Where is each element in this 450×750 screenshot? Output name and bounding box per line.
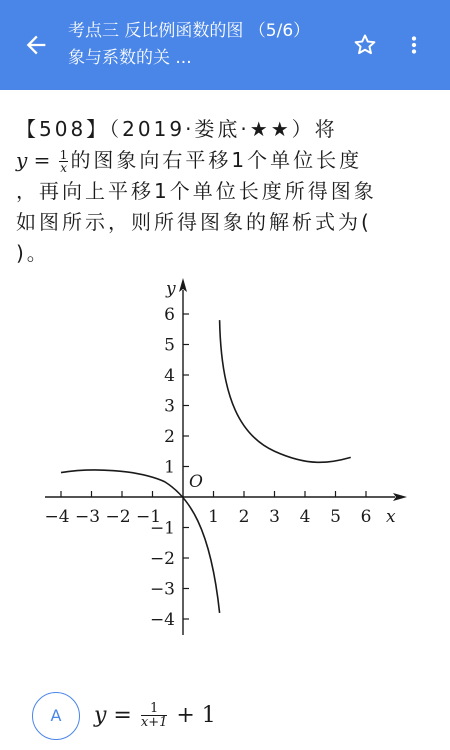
- x-tick-label: 2: [238, 507, 250, 527]
- option-a-letter: A: [32, 692, 80, 740]
- fraction-1-over-x: [59, 149, 69, 175]
- y-tick-label: 4: [164, 366, 175, 386]
- option-a-eq: =: [106, 703, 139, 728]
- hyperbola-right-branch: [220, 320, 351, 462]
- origin-label: O: [189, 472, 203, 492]
- x-axis-label: x: [386, 507, 396, 527]
- fraction-numerator: 1: [59, 147, 68, 162]
- x-tick-label: 4: [299, 507, 311, 527]
- y-tick-label: −4: [149, 610, 175, 630]
- x-tick-label: −1: [135, 507, 162, 527]
- option-a-fraction: [141, 703, 168, 729]
- function-graph: [0, 270, 450, 650]
- question-line-5: )。: [16, 241, 50, 265]
- equals-sign: =: [27, 148, 57, 172]
- question-line-4: 如图所示，则所得图象的解析式为(: [16, 210, 372, 234]
- y-axis-arrow: [179, 278, 187, 292]
- question-line-3: ，再向上平移1个单位长度所得图象: [16, 179, 377, 203]
- graph-axes: [45, 278, 407, 635]
- y-tick-label: 1: [164, 457, 175, 478]
- app-bar: [0, 0, 450, 90]
- x-tick-label: −3: [74, 507, 101, 527]
- x-tick-label: −2: [105, 507, 131, 527]
- page-title-line-2: 象与系数的关 ...: [68, 48, 192, 68]
- option-a-rest: + 1: [169, 703, 216, 728]
- option-a[interactable]: [32, 692, 432, 742]
- y-tick-label: −1: [149, 518, 175, 539]
- more-vertical-icon[interactable]: [405, 32, 423, 58]
- question-line-2: [16, 145, 436, 176]
- y-tick-label: 3: [164, 396, 175, 417]
- y-tick-label: 2: [164, 427, 175, 447]
- y-axis-label: y: [166, 279, 176, 299]
- option-a-denominator: x+1: [140, 715, 168, 730]
- y-tick-label: 5: [164, 335, 175, 356]
- x-tick-label: 1: [208, 507, 219, 527]
- y-tick-label: −2: [149, 549, 175, 569]
- star-outline-icon[interactable]: [352, 32, 378, 58]
- fraction-denominator: x: [60, 160, 67, 175]
- option-a-expression: [94, 696, 216, 736]
- y-tick-label: −3: [149, 579, 175, 600]
- question-line-1: 【508】（2019·娄底·★★）将: [16, 117, 338, 141]
- page-title-line-1: 考点三 反比例函数的图 （5/6）: [68, 21, 311, 41]
- option-a-numerator: 1: [141, 703, 168, 716]
- x-tick-label: −4: [44, 507, 70, 527]
- var-y: y: [16, 148, 28, 172]
- option-a-lhs: y: [94, 703, 107, 728]
- x-axis-arrow: [393, 493, 407, 501]
- x-tick-label: 3: [269, 507, 280, 527]
- page-title: [68, 18, 338, 72]
- question-line-2-rest: 的图象向右平移1个单位长度: [70, 148, 363, 172]
- arrow-left-icon[interactable]: [22, 31, 50, 59]
- question-text: [16, 114, 436, 269]
- y-tick-label: 6: [164, 305, 175, 325]
- x-tick-label: 6: [360, 507, 372, 527]
- x-tick-label: 5: [330, 507, 341, 527]
